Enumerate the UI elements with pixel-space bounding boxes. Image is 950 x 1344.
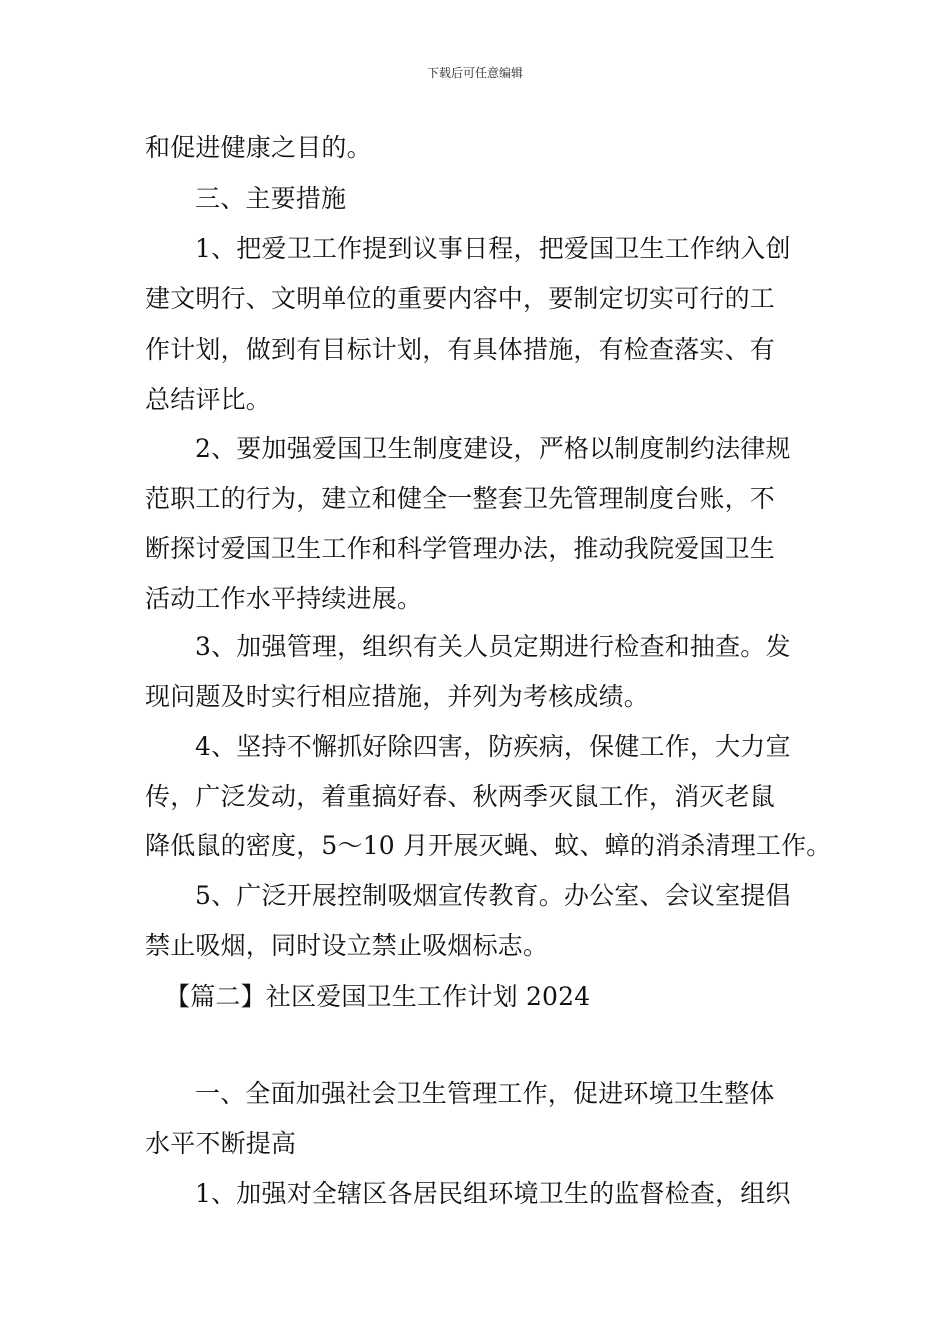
text-line: 降低鼠的密度，5～10 月开展灭蝇、蚊、蟑的消杀清理工作。	[145, 831, 832, 860]
section-heading: 三、主要措施	[195, 184, 347, 213]
text-line: 禁止吸烟，同时设立禁止吸烟标志。	[145, 931, 549, 960]
text-line: 和促进健康之目的。	[145, 133, 372, 162]
article-title: 【篇二】社区爱国卫生工作计划 2024	[165, 982, 591, 1011]
text-line: 1、把爱卫工作提到议事日程，把爱国卫生工作纳入创	[195, 234, 791, 263]
text-line: 现问题及时实行相应措施，并列为考核成绩。	[145, 682, 650, 711]
text-line: 活动工作水平持续进展。	[145, 584, 423, 613]
text-line: 3、加强管理，组织有关人员定期进行检查和抽查。发	[195, 632, 791, 661]
section-heading-continued: 水平不断提高	[145, 1129, 297, 1158]
text-line: 4、坚持不懈抓好除四害，防疾病，保健工作，大力宣	[195, 732, 791, 761]
page-header-note: 下载后可任意编辑	[426, 66, 523, 80]
text-line: 2、要加强爱国卫生制度建设，严格以制度制约法律规	[195, 434, 791, 463]
text-line: 传，广泛发动，着重搞好春、秋两季灭鼠工作，消灭老鼠	[145, 782, 776, 811]
text-line: 建文明行、文明单位的重要内容中，要制定切实可行的工	[145, 284, 776, 313]
section-heading: 一、全面加强社会卫生管理工作，促进环境卫生整体	[195, 1079, 775, 1108]
text-line: 作计划，做到有目标计划，有具体措施，有检查落实、有	[145, 335, 776, 364]
text-line: 1、加强对全辖区各居民组环境卫生的监督检查，组织	[195, 1179, 791, 1208]
text-line: 范职工的行为，建立和健全一整套卫先管理制度台账，不	[145, 484, 776, 513]
text-line: 总结评比。	[145, 385, 272, 414]
text-line: 断探讨爱国卫生工作和科学管理办法，推动我院爱国卫生	[145, 534, 776, 563]
text-line: 5、广泛开展控制吸烟宣传教育。办公室、会议室提倡	[195, 881, 791, 910]
